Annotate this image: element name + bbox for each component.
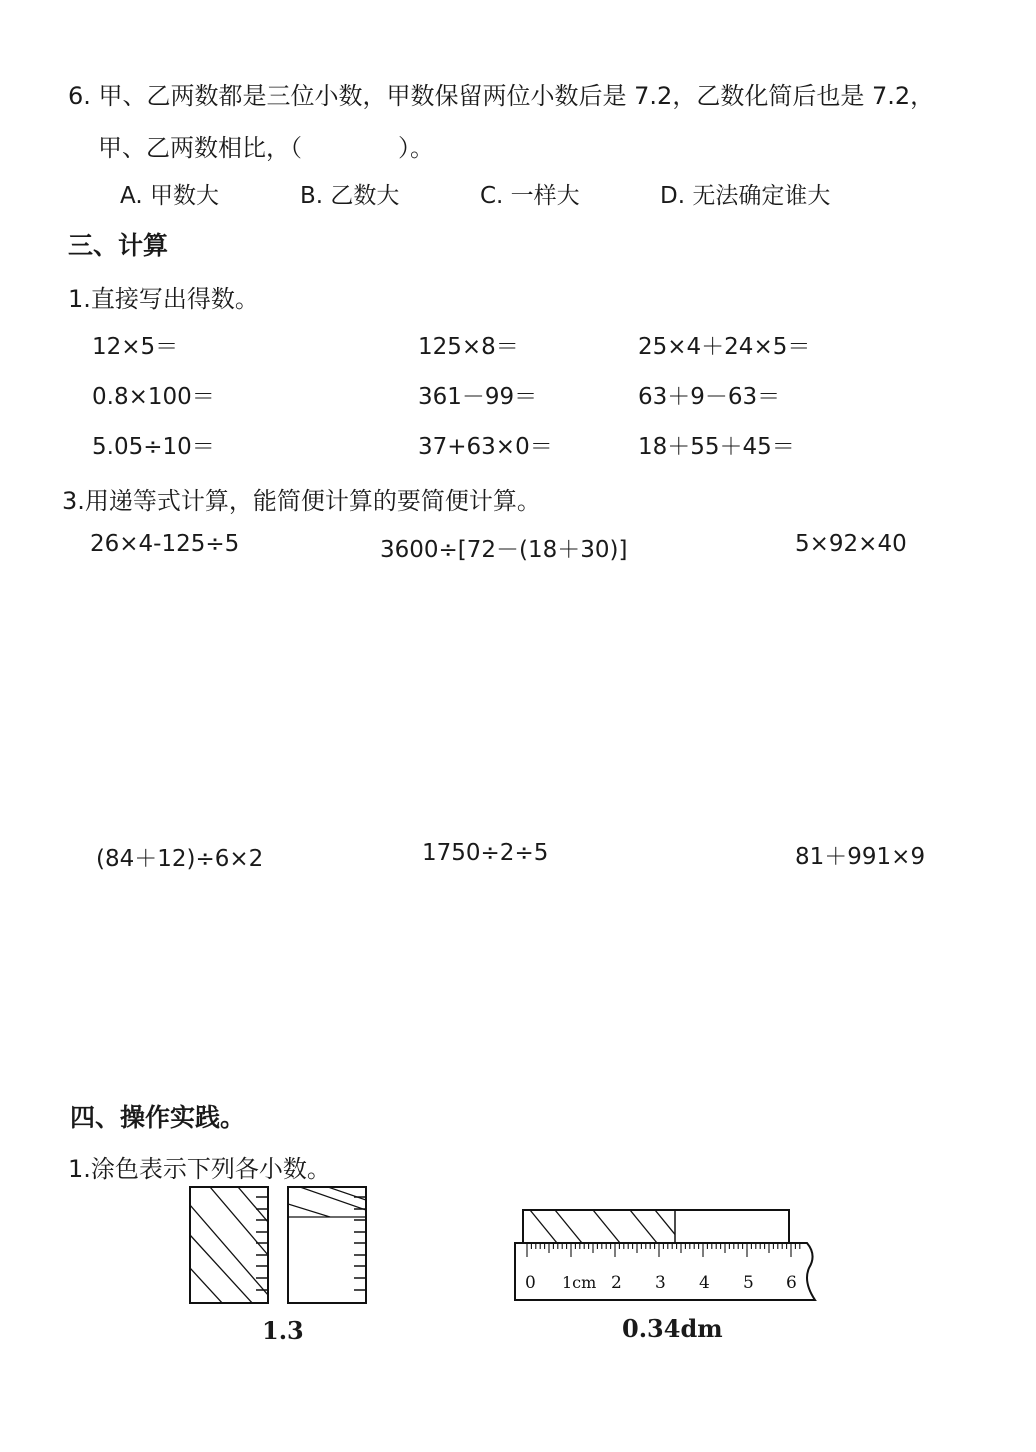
ruler-label: 5 <box>743 1273 754 1293</box>
calc-item: 5.05÷10＝ <box>92 434 215 460</box>
stepwise-item: 1750÷2÷5 <box>422 840 549 866</box>
calc-item: 63＋9－63＝ <box>638 384 781 410</box>
ruler-label: 4 <box>699 1273 710 1293</box>
calc-item: 18＋55＋45＝ <box>638 434 795 460</box>
shade-strip[interactable] <box>523 1210 789 1243</box>
stepwise-item: 5×92×40 <box>795 531 907 557</box>
section3-p1-title: 1.直接写出得数。 <box>68 285 259 313</box>
calc-item: 37+63×0＝ <box>418 434 553 460</box>
q6-option-b[interactable]: B. 乙数大 <box>300 183 400 209</box>
ruler-label: 3 <box>655 1273 666 1293</box>
calc-item: 125×8＝ <box>418 334 519 360</box>
unit-square-2[interactable] <box>288 1187 366 1303</box>
q6-option-c[interactable]: C. 一样大 <box>480 183 580 209</box>
q6-line1: 6. 甲、乙两数都是三位小数，甲数保留两位小数后是 7.2，乙数化简后也是 7.2， <box>68 82 935 110</box>
calc-item: 12×5＝ <box>92 334 179 360</box>
q6-line2: 甲、乙两数相比，（ ）。 <box>98 134 434 162</box>
section4-p1-title: 1.涂色表示下列各小数。 <box>68 1155 331 1183</box>
stepwise-item: 26×4-125÷5 <box>90 531 240 557</box>
ruler-label: 1cm <box>562 1273 597 1292</box>
stepwise-item: 81＋991×9 <box>795 844 926 870</box>
calc-item: 361－99＝ <box>418 384 538 410</box>
stepwise-item: (84＋12)÷6×2 <box>96 846 264 872</box>
section3-p3-title: 3.用递等式计算，能简便计算的要简便计算。 <box>62 487 541 515</box>
caption-right: 0.34dm <box>622 1314 723 1343</box>
ruler-label: 6 <box>786 1273 797 1293</box>
ruler-ticks <box>527 1243 800 1257</box>
decimal-squares-figure <box>180 1180 380 1310</box>
ruler-figure <box>505 1200 825 1310</box>
calc-item: 25×4＋24×5＝ <box>638 334 811 360</box>
unit-square-1[interactable] <box>190 1187 268 1303</box>
section4-title: 四、操作实践。 <box>70 1103 246 1132</box>
section3-title: 三、计算 <box>68 231 169 260</box>
ruler-label: 0 <box>525 1273 536 1293</box>
calc-item: 0.8×100＝ <box>92 384 215 410</box>
caption-left: 1.3 <box>262 1316 304 1345</box>
stepwise-item: 3600÷[72－(18＋30)] <box>380 537 628 563</box>
q6-option-d[interactable]: D. 无法确定谁大 <box>660 183 831 209</box>
ruler-label: 2 <box>611 1273 622 1293</box>
q6-option-a[interactable]: A. 甲数大 <box>120 183 219 209</box>
